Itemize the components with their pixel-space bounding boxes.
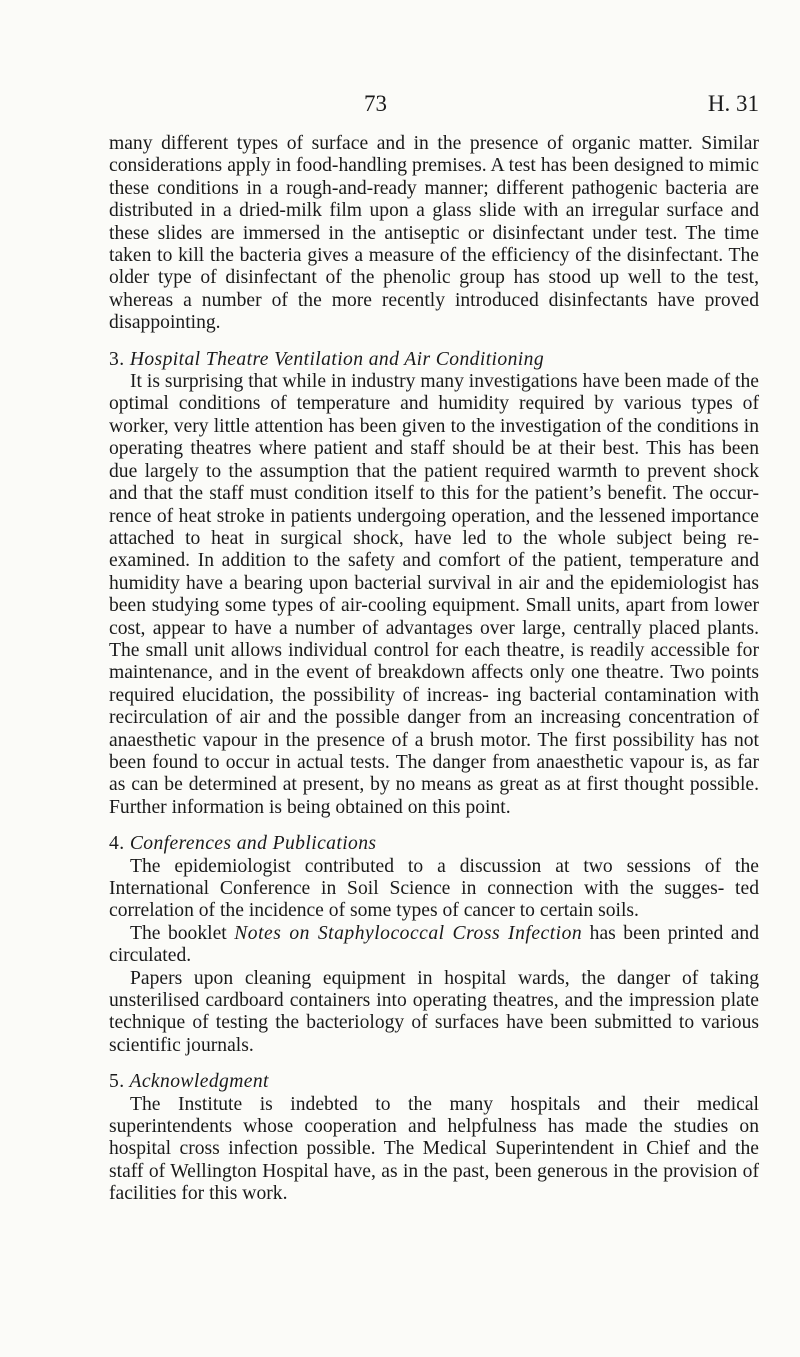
section-4-number: 4. xyxy=(109,833,125,855)
page-number: 73 xyxy=(364,91,387,116)
section-3-body: It is surprising that while in industry many investigations have been made of the optimal conditions of temperature and humidity required by various types of worker, very little attention has been given to the investigation of the conditions in operating theatres where patient and staff should be at their best. This has been due largely to the assumption that the patient required warmth to prevent shock and that the staff must condition itself to this for the patient’s benefit. The occur- rence of heat stroke in patients undergoing operation, and the lessened importance attached to heat in surgical shock, have led to the whole subject being re-examined. In addition to the safety and comfort of the patient, temperature and humidity have a bearing upon bacterial survival in air and the epidemiologist has been studying some types of air-cooling equipment. Small units, apart from lower cost, appear to have a number of advantages over large, centrally placed plants. The small unit allows individual control for each theatre, is readily accessible for maintenance, and in the event of breakdown affects only one theatre. Two points required elucidation, the possibility of increas- ing bacterial contamination with recirculation of air and the possible danger from an increasing concentration of anaesthetic vapour in the presence of a brush motor. The first possibility has not been found to occur in actual tests. The danger from anaesthetic vapour is, as far as can be determined at present, by no means as great as at first thought possible. Further information is being obtained on this point. xyxy=(109,371,759,818)
booklet-title: Notes on Staphylococcal Cross Infection xyxy=(234,922,583,944)
section-4-title: Conferences and Publications xyxy=(129,833,377,855)
section-4-heading xyxy=(109,833,759,855)
intro-paragraph: many different types of surface and in the presence of organic matter. Similar considerations apply in food-handling premises. A test has been designed to mimic these conditions in a rough-and-ready manner; different pathogenic bacteria are distributed in a dried-milk film upon a glass slide with an irregular surface and these slides are immersed in the antiseptic or disinfectant under test. The time taken to kill the bacteria gives a measure of the efficiency of the disinfectant. The older type of disinfectant of the phenolic group has stood up well to the test, whereas a number of the more recently introduced disinfectants have proved disappointing. xyxy=(109,133,759,334)
section-3-title: Hospital Theatre Ventilation and Air Conditioning xyxy=(129,348,545,370)
document-page xyxy=(109,91,759,1206)
booklet-outro-text: has been printed and circulated. xyxy=(109,922,760,967)
section-3-number: 3. xyxy=(109,348,125,370)
section-5-body: The Institute is indebted to the many hospitals and their medical superintendents whose cooperation and helpfulness has made the studies on hospital cross infection possible. The Medical Superintendent in Chief and the staff of Wellington Hospital have, as in the past, been generous in the provision of facilities for this work. xyxy=(109,1093,759,1205)
section-4-paragraph-3: Papers upon cleaning equipment in hospital wards, the danger of taking unsterilised cardboard containers into operating theatres, and the impression plate technique of testing the bacteriology of surfaces have been submitted to various scientific journals. xyxy=(109,967,759,1056)
section-4-paragraph-1: The epidemiologist contributed to a discussion at two sessions of the International Conference in Soil Science in connection with the sugges- ted correlation of the incidence of some types of cancer to certain soils. xyxy=(109,855,759,922)
section-5-number: 5. xyxy=(109,1071,125,1093)
section-5-title: Acknowledgment xyxy=(129,1071,269,1093)
section-5-heading xyxy=(109,1071,759,1093)
report-code: H. 31 xyxy=(707,91,759,116)
section-4-paragraph-2 xyxy=(109,923,759,968)
page-header xyxy=(109,91,759,125)
booklet-intro-text: The booklet xyxy=(130,922,235,944)
section-3-heading xyxy=(109,349,759,371)
